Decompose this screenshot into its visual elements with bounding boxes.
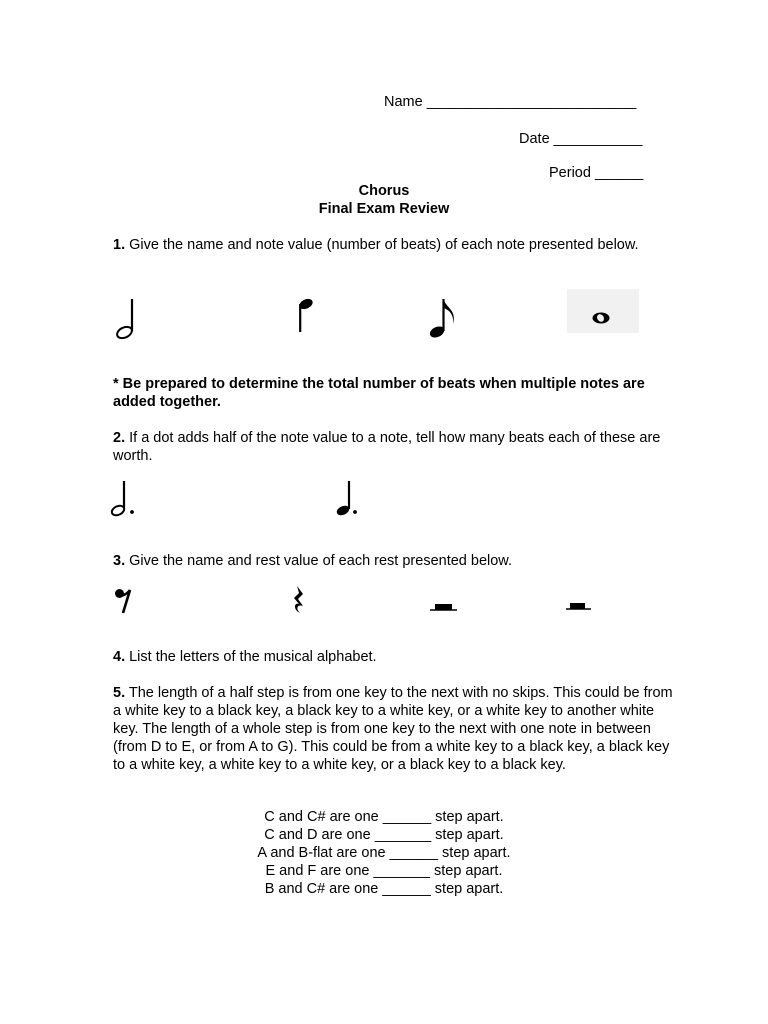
- quarter-note-stem-down-icon: [293, 294, 323, 336]
- step-question-3: A and B-flat are one ______ step apart.: [257, 845, 511, 861]
- title-line-2: Final Exam Review: [318, 201, 450, 217]
- question-1: [113, 236, 673, 254]
- half-rest-icon: [428, 600, 460, 616]
- step-question-4: E and F are one _______ step apart.: [265, 863, 503, 879]
- eighth-note-icon: [427, 296, 463, 342]
- period-field[interactable]: Period ______: [549, 165, 644, 181]
- question-5-number: 5.: [113, 685, 126, 701]
- question-1-text: Give the name and note value (number of beats) of each note presented below.: [125, 237, 639, 253]
- step-question-1: C and C# are one ______ step apart.: [264, 809, 504, 825]
- dotted-half-note-icon: [108, 478, 138, 520]
- question-2: [113, 429, 673, 465]
- question-4: [113, 648, 673, 666]
- question-5: [113, 684, 673, 774]
- question-4-number: 4.: [113, 649, 126, 665]
- question-1-number: 1.: [113, 237, 126, 253]
- question-2-text: If a dot adds half of the note value to a note, tell how many beats each of these are worth.: [113, 430, 661, 464]
- quarter-rest-icon: [291, 584, 311, 616]
- beats-note: * Be prepared to determine the total number of beats when multiple notes are added together.: [113, 376, 645, 410]
- date-field[interactable]: Date ___________: [519, 131, 643, 147]
- question-4-text: List the letters of the musical alphabet.: [125, 649, 377, 665]
- dotted-quarter-note-icon: [333, 478, 363, 520]
- step-question-5: B and C# are one ______ step apart.: [264, 881, 504, 897]
- question-3: [113, 552, 673, 570]
- title-line-1: Chorus: [358, 183, 410, 199]
- question-3-text: Give the name and rest value of each rest presented below.: [125, 553, 512, 569]
- question-3-number: 3.: [113, 553, 126, 569]
- question-5-text: The length of a half step is from one key to the next with no skips. This could be from a white key to a black key, a black key to a white key, or a white key to another white key. The length of a whole step is from one key to the next with one note in between (from D to E, or from A to G). This could be from a white key to a black key, a black key to a white key, a white key to a white key, or a black key to a black key.: [113, 685, 673, 773]
- name-field[interactable]: Name __________________________: [384, 94, 637, 110]
- step-question-2: C and D are one _______ step apart.: [264, 827, 504, 843]
- whole-note-icon: [590, 310, 612, 326]
- half-note-icon: [110, 296, 142, 342]
- eighth-rest-icon: [112, 586, 136, 616]
- whole-rest-icon: [562, 598, 594, 614]
- question-2-number: 2.: [113, 430, 126, 446]
